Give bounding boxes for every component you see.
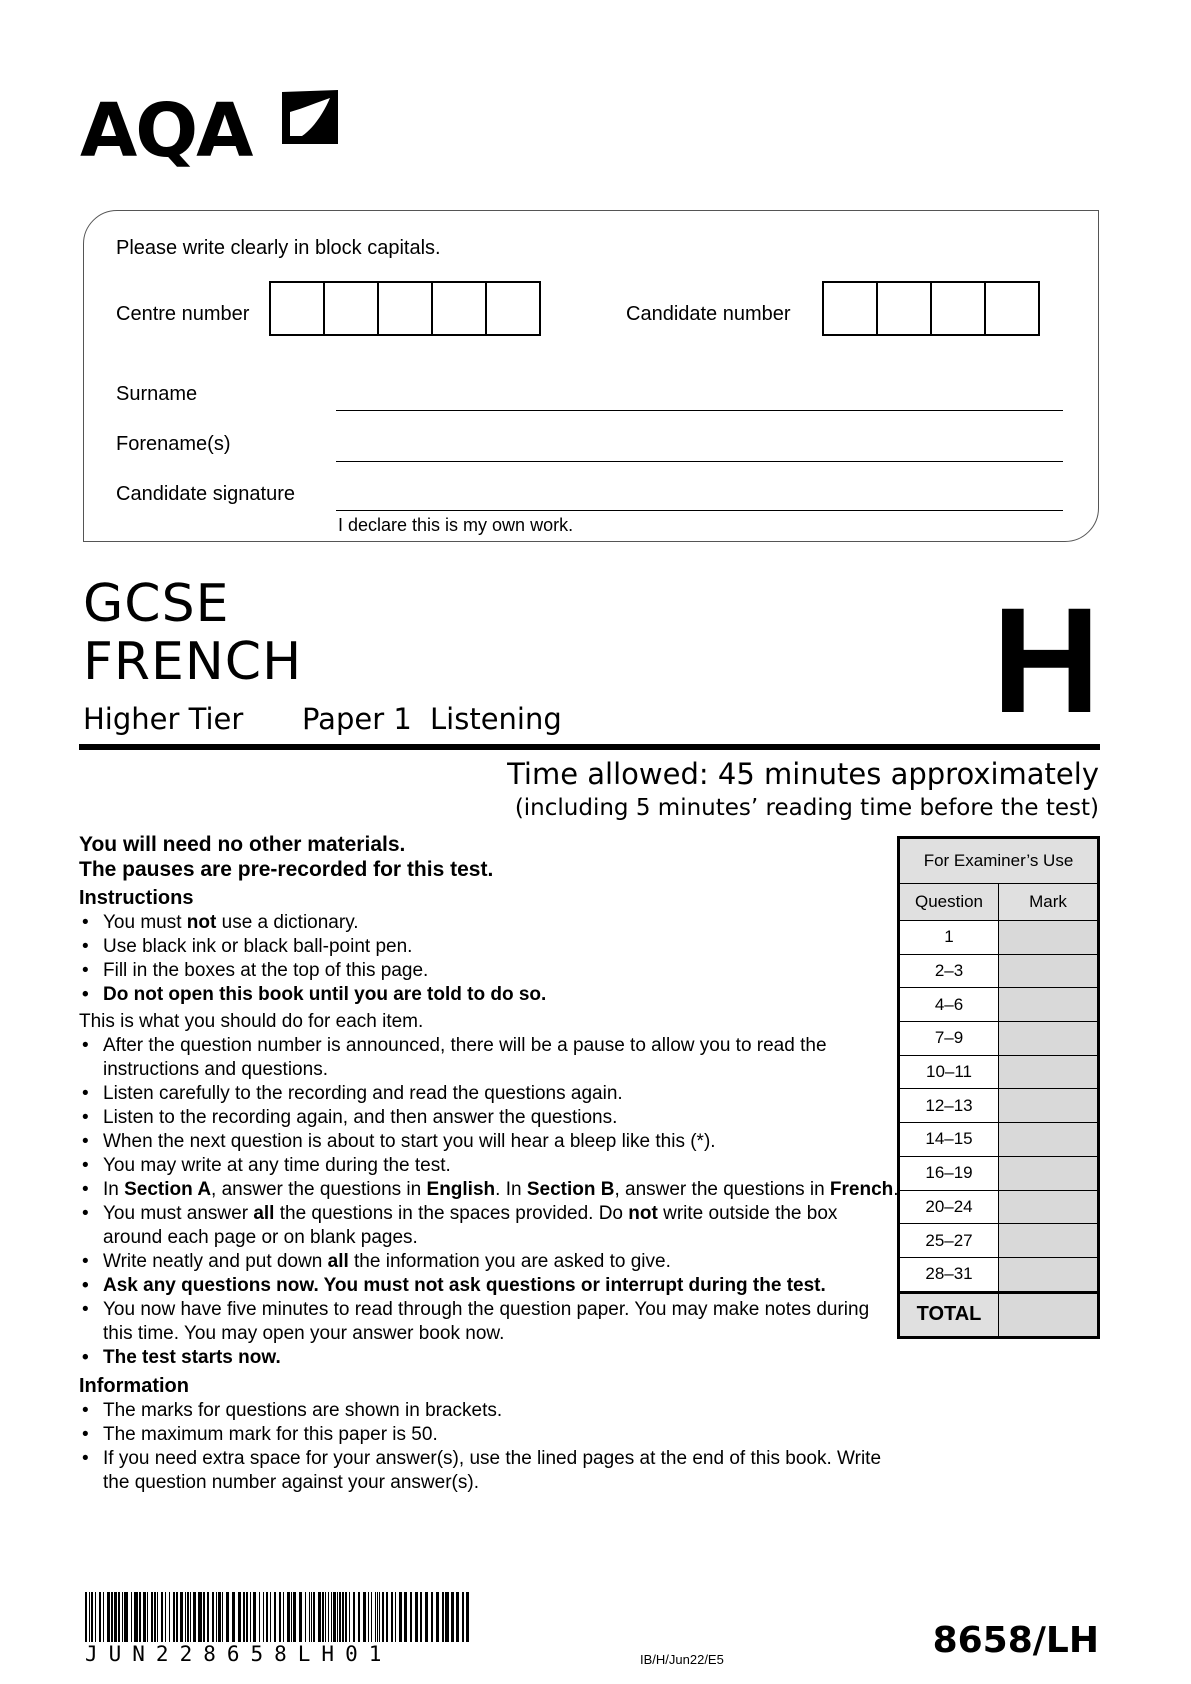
mark-cell [999,1190,1098,1224]
table-row [900,1190,1098,1224]
list-item: • After the question number is announced, there will be a pause to allow you to read the instructions and questions. [79,1034,899,1082]
list-item: • Listen to the recording again, and then answer the questions. [79,1106,899,1130]
examiners-use-title: For Examiner’s Use [900,839,1098,884]
total-label: TOTAL [900,1292,999,1336]
candidate-number-digit[interactable] [930,281,986,336]
time-allowed: Time allowed: 45 minutes approximately [507,757,1099,791]
list-item: • You must not use a dictionary. [79,911,899,935]
table-row [900,921,1098,955]
pauses-line: The pauses are pre-recorded for this test. [79,858,494,881]
candidate-details-box [83,210,1099,542]
question-range: 12–13 [900,1089,999,1123]
centre-number-digit[interactable] [431,281,487,336]
forename-label: Forename(s) [116,433,231,455]
question-range: 4–6 [900,988,999,1022]
tier-label: Higher Tier [83,702,244,736]
mark-cell [999,921,1098,955]
aqa-leaf-icon [280,88,340,148]
examiners-use-table [897,836,1100,1339]
centre-number-digit[interactable] [269,281,325,336]
candidate-number-digit[interactable] [822,281,878,336]
table-row [900,1224,1098,1258]
list-item: • If you need extra space for your answer(s), use the lined pages at the end of this book. Write the question number against your answer(s). [79,1447,899,1495]
question-range: 28–31 [900,1257,999,1292]
component-label: Listening [430,702,562,736]
centre-number-label: Centre number [116,303,250,325]
signature-label: Candidate signature [116,483,296,505]
list-item: • You must answer all the questions in the spaces provided. Do not write outside the box around each page or on blank pages. [79,1202,899,1250]
list-item: • Use black ink or black ball-point pen. [79,935,899,959]
instructions-list [79,911,899,1007]
mark-cell [999,1089,1098,1123]
candidate-number-digit[interactable] [876,281,932,336]
list-item: • Do not open this book until you are told to do so. [79,983,899,1007]
table-row [900,1156,1098,1190]
paper-code: 8658/LH [932,1620,1099,1661]
question-column-header: Question [900,884,999,921]
list-item: • You now have five minutes to read through the question paper. You may make notes during this time. You may open your answer book now. [79,1298,899,1346]
list-item: • Ask any questions now. You must not ask questions or interrupt during the test. [79,1274,899,1298]
instructions-heading: Instructions [79,887,194,909]
forename-line[interactable] [336,461,1063,462]
list-item: • Fill in the boxes at the top of this page. [79,959,899,983]
question-range: 10–11 [900,1055,999,1089]
mark-cell [999,1257,1098,1292]
mark-cell [999,1022,1098,1056]
centre-number-digit[interactable] [323,281,379,336]
instructions-block [79,832,899,1495]
aqa-logo [80,88,350,188]
table-row [900,954,1098,988]
mark-cell [999,1055,1098,1089]
table-row [900,1022,1098,1056]
candidate-number-label: Candidate number [626,303,791,325]
question-range: 7–9 [900,1022,999,1056]
mark-cell [999,1224,1098,1258]
table-row [900,988,1098,1022]
information-list [79,1399,899,1495]
block-capitals-prompt: Please write clearly in block capitals. [116,237,441,259]
title-divider [79,744,1100,750]
paper-label: Paper 1 [302,702,412,736]
item-steps-list [79,1034,899,1370]
candidate-number-boxes[interactable] [824,281,1040,336]
list-item: • The test starts now. [79,1346,899,1370]
mark-cell [999,954,1098,988]
list-item: • Write neatly and put down all the information you are asked to give. [79,1250,899,1274]
signature-line[interactable] [336,510,1063,511]
surname-line[interactable] [336,410,1063,411]
mark-cell [999,988,1098,1022]
surname-label: Surname [116,383,198,405]
tier-letter: H [992,576,1101,744]
qualification-title: GCSE [83,574,230,634]
mark-cell [999,1156,1098,1190]
mark-cell [999,1123,1098,1157]
centre-number-digit[interactable] [377,281,433,336]
document-reference: IB/H/Jun22/E5 [640,1652,724,1667]
item-intro: This is what you should do for each item. [79,1011,424,1032]
declaration-text: I declare this is my own work. [338,515,574,535]
question-range: 14–15 [900,1123,999,1157]
candidate-number-digit[interactable] [984,281,1040,336]
table-row [900,1257,1098,1292]
list-item: • The maximum mark for this paper is 50. [79,1423,899,1447]
centre-number-boxes[interactable] [271,281,541,336]
list-item: • The marks for questions are shown in brackets. [79,1399,899,1423]
materials-line: You will need no other materials. [79,833,406,856]
table-row [900,1123,1098,1157]
list-item: • When the next question is about to start you will hear a bleep like this (*). [79,1130,899,1154]
question-range: 25–27 [900,1224,999,1258]
mark-column-header: Mark [999,884,1098,921]
centre-number-digit[interactable] [485,281,541,336]
list-item: • In Section A, answer the questions in English. In Section B, answer the questions in French. [79,1178,899,1202]
table-row [900,1055,1098,1089]
list-item: • Listen carefully to the recording and read the questions again. [79,1082,899,1106]
barcode [85,1592,470,1642]
total-mark-cell [999,1292,1098,1336]
question-range: 1 [900,921,999,955]
question-range: 2–3 [900,954,999,988]
subject-title: FRENCH [83,632,303,692]
total-row [900,1292,1098,1336]
list-item: • You may write at any time during the test. [79,1154,899,1178]
logo-text: AQA [80,88,252,174]
barcode-text: JUN228658LH01 [85,1642,393,1666]
question-range: 20–24 [900,1190,999,1224]
time-note: (including 5 minutes’ reading time before the test) [514,795,1099,821]
table-row [900,1089,1098,1123]
question-range: 16–19 [900,1156,999,1190]
information-heading: Information [79,1375,189,1397]
